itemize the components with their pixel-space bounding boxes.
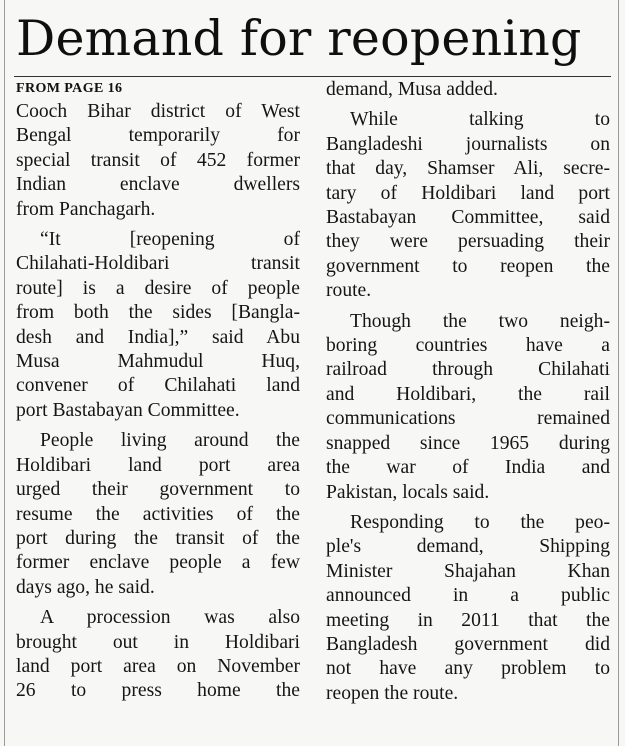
text-line: Cooch Bihar district of West	[16, 101, 300, 122]
text-line: and Holdibari, the rail	[326, 383, 610, 405]
text-line: route] is a desire of people	[16, 277, 300, 299]
paragraph	[16, 606, 300, 704]
text-line: Pakistan, locals said.	[326, 481, 490, 503]
text-line: port Bastabayan Committee.	[16, 399, 240, 421]
text-line: route.	[326, 280, 372, 302]
text-line: special transit of 452 former	[16, 149, 300, 171]
jump-line: FROM PAGE 16	[16, 81, 123, 96]
text-line: 26 to press home the	[16, 680, 300, 702]
text-line: not have any problem to	[326, 658, 610, 680]
paragraph	[16, 100, 300, 222]
text-line: announced in a public	[326, 585, 610, 607]
text-line: reopen the route.	[326, 682, 459, 704]
text-line: People living around the	[40, 430, 300, 452]
text-line: A procession was also	[40, 607, 300, 629]
text-line: Chilahati-Holdibari transit	[16, 253, 300, 275]
text-line: While talking to	[350, 109, 610, 131]
text-line: communications remained	[326, 408, 610, 430]
text-line: Bastabayan Committee, said	[326, 207, 610, 229]
text-line: government to reopen the	[326, 255, 610, 277]
paragraph	[326, 108, 610, 303]
text-line: desh and India],” said Abu	[16, 326, 300, 348]
text-line: the war of India and	[326, 457, 610, 479]
text-line: Minister Shajahan Khan	[326, 560, 610, 582]
text-line: snapped since 1965 during	[326, 432, 610, 454]
text-line: urged their government to	[16, 479, 300, 501]
text-line: they were persuading their	[326, 231, 610, 253]
headline: Demand for reopening	[16, 10, 582, 67]
paragraph	[326, 78, 610, 102]
text-line: resume the activities of the	[16, 503, 300, 525]
text-line: Bengal temporarily for	[16, 125, 300, 147]
article-column-left	[16, 78, 300, 704]
paragraph	[326, 511, 610, 706]
text-line: that day, Shamser Ali, secre-	[326, 158, 610, 180]
text-line: Holdibari land port area	[16, 454, 300, 476]
text-line: Responding to the peo-	[350, 511, 610, 533]
paragraph	[326, 310, 610, 505]
text-line: tary of Holdibari land port	[326, 182, 610, 204]
article-column-right	[326, 78, 610, 706]
text-line: brought out in Holdibari	[16, 631, 300, 653]
paragraph	[16, 429, 300, 600]
text-line: from both the sides [Bangla-	[16, 302, 300, 324]
text-line: demand, Musa added.	[326, 79, 498, 100]
text-line: days ago, he said.	[16, 576, 155, 598]
text-line: convener of Chilahati land	[16, 375, 300, 397]
headline-rule	[14, 76, 611, 77]
text-line: railroad through Chilahati	[326, 359, 610, 381]
text-line: meeting in 2011 that the	[326, 609, 610, 631]
text-line: former enclave people a few	[16, 552, 300, 574]
text-line: Musa Mahmudul Huq,	[16, 351, 300, 373]
text-line: Bangladesh government did	[326, 633, 610, 655]
text-line: port during the transit of the	[16, 527, 300, 549]
text-line: Bangladeshi journalists on	[326, 133, 610, 155]
text-line: boring countries have a	[326, 335, 610, 357]
paragraph	[16, 228, 300, 423]
text-line: from Panchagarh.	[16, 198, 156, 220]
text-line: land port area on November	[16, 655, 300, 677]
text-line: Though the two neigh-	[350, 310, 610, 332]
text-line: Indian enclave dwellers	[16, 174, 300, 196]
text-line: “It [reopening of	[40, 229, 300, 251]
text-line: ple's demand, Shipping	[326, 536, 610, 558]
